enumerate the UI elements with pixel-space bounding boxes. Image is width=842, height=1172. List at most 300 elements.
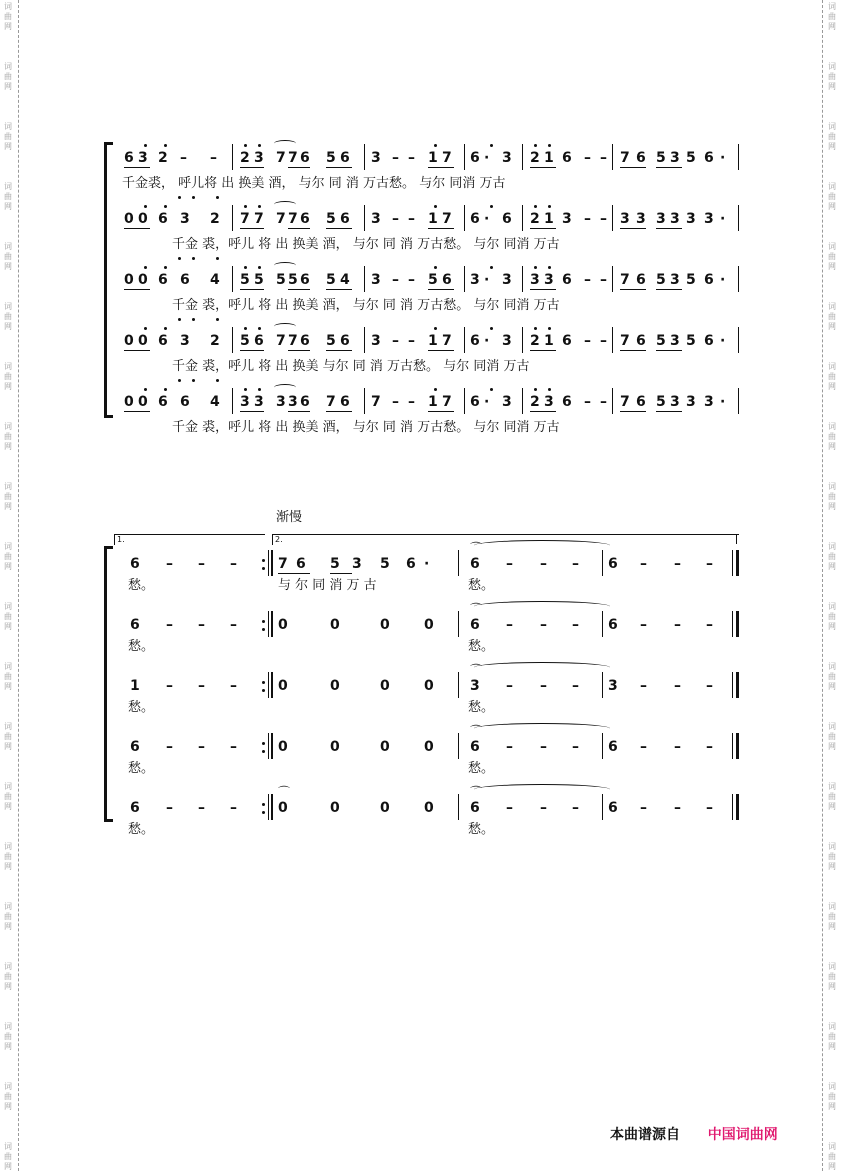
jianpu-note: –: [540, 739, 547, 755]
watermark-stamp: 词 曲 网: [4, 122, 12, 151]
jianpu-note: 3: [240, 394, 250, 410]
octave-dot-high: [258, 388, 261, 391]
jianpu-note: 6: [608, 739, 618, 755]
system-1-bracket: [104, 142, 107, 418]
octave-dot-high: [548, 388, 551, 391]
jianpu-note: 6: [300, 394, 310, 410]
jianpu-note: 3: [530, 272, 540, 288]
eighth-beam: [124, 289, 150, 290]
jianpu-note: –: [706, 556, 713, 572]
watermark-stamp: 词 曲 网: [828, 962, 836, 991]
jianpu-note: ·: [484, 150, 490, 166]
jianpu-note: –: [706, 800, 713, 816]
final-barline-thin: [732, 611, 733, 637]
jianpu-note: 1: [428, 211, 438, 227]
jianpu-note: 0: [124, 272, 134, 288]
octave-dot-high: [258, 144, 261, 147]
eighth-beam: [124, 350, 150, 351]
jianpu-note: –: [706, 678, 713, 694]
jianpu-note: ·: [720, 394, 726, 410]
jianpu-note: 6: [608, 556, 618, 572]
watermark-stamp: 词 曲 网: [828, 1142, 836, 1171]
watermark-stamp: 词 曲 网: [4, 2, 12, 31]
octave-dot-high: [534, 327, 537, 330]
jianpu-note: 3: [470, 678, 480, 694]
eighth-beam: [530, 289, 556, 290]
jianpu-note: 3: [704, 211, 714, 227]
barline: [602, 672, 603, 698]
barline: [738, 144, 739, 170]
repeat-barline-thick: [271, 794, 273, 820]
watermark-stamp: 词 曲 网: [4, 482, 12, 511]
jianpu-note: –: [572, 678, 579, 694]
jianpu-note: 0: [330, 800, 340, 816]
lyric-line: 愁。: [468, 700, 495, 715]
repeat-dot: [262, 750, 265, 753]
jianpu-note: –: [640, 739, 647, 755]
jianpu-note: 6: [636, 272, 646, 288]
jianpu-note: 5: [656, 394, 666, 410]
barline: [232, 144, 233, 170]
jianpu-note: 1: [428, 394, 438, 410]
eighth-beam: [428, 167, 454, 168]
jianpu-note: 3: [276, 394, 286, 410]
repeat-dot: [262, 620, 265, 623]
jianpu-note: 0: [330, 739, 340, 755]
jianpu-note: 6: [608, 617, 618, 633]
jianpu-note: –: [198, 739, 205, 755]
watermark-stamp: 词 曲 网: [828, 602, 836, 631]
jianpu-note: 3: [502, 333, 512, 349]
jianpu-note: 3: [288, 394, 298, 410]
barline: [458, 733, 459, 759]
jianpu-note: 3: [670, 211, 680, 227]
barline: [458, 672, 459, 698]
barline: [464, 327, 465, 353]
fermata: ⌒: [470, 724, 483, 738]
octave-dot-high: [216, 318, 219, 321]
jianpu-note: 5: [656, 272, 666, 288]
jianpu-note: 2: [530, 333, 540, 349]
jianpu-note: –: [198, 556, 205, 572]
tie: [474, 601, 610, 612]
eighth-beam: [620, 411, 646, 412]
jianpu-note: 6: [470, 739, 480, 755]
tie: [474, 540, 610, 551]
barline: [464, 266, 465, 292]
jianpu-note: –: [230, 617, 237, 633]
jianpu-note: 6: [300, 150, 310, 166]
slur: [274, 140, 296, 147]
jianpu-note: –: [392, 272, 399, 288]
jianpu-note: –: [640, 617, 647, 633]
jianpu-note: 6: [704, 333, 714, 349]
source-credit: [610, 1124, 778, 1144]
jianpu-note: –: [584, 211, 591, 227]
jianpu-note: 7: [442, 150, 452, 166]
jianpu-note: ·: [424, 556, 430, 572]
octave-dot-high: [164, 205, 167, 208]
lyric-line: 与 尔 同 消 万 古: [278, 578, 377, 593]
jianpu-note: 5: [326, 150, 336, 166]
lyric-line: 愁。: [128, 761, 155, 776]
octave-dot-high: [164, 388, 167, 391]
octave-dot-high: [534, 205, 537, 208]
octave-dot-high: [490, 266, 493, 269]
jianpu-note: 7: [442, 394, 452, 410]
watermark-stamp: 词 曲 网: [4, 1082, 12, 1111]
watermark-stamp: 词 曲 网: [828, 1082, 836, 1111]
jianpu-note: 3: [502, 394, 512, 410]
repeat-barline-thick: [271, 550, 273, 576]
octave-dot-high: [490, 144, 493, 147]
jianpu-note: –: [640, 800, 647, 816]
jianpu-note: 6: [124, 150, 134, 166]
eighth-beam: [428, 289, 454, 290]
octave-dot-high: [192, 257, 195, 260]
page-border-left: [18, 0, 19, 1171]
repeat-dot: [262, 559, 265, 562]
jianpu-note: 0: [124, 333, 134, 349]
lyric-line: 千金 裘，呼儿 将 出 换美 酒， 与尔 同 消 万古愁。 与尔 同消 万古: [172, 298, 560, 313]
jianpu-note: 5: [240, 333, 250, 349]
jianpu-note: –: [540, 678, 547, 694]
jianpu-note: 5: [326, 272, 336, 288]
barline: [612, 327, 613, 353]
watermark-stamp: 词 曲 网: [828, 662, 836, 691]
watermark-stamp: 词 曲 网: [828, 722, 836, 751]
jianpu-note: –: [706, 739, 713, 755]
jianpu-note: –: [230, 556, 237, 572]
jianpu-note: 0: [138, 272, 148, 288]
jianpu-note: 5: [276, 272, 286, 288]
jianpu-note: 3: [138, 150, 148, 166]
jianpu-note: 0: [330, 678, 340, 694]
octave-dot-high: [144, 205, 147, 208]
eighth-beam: [240, 350, 264, 351]
jianpu-note: –: [600, 150, 607, 166]
final-barline-thick: [736, 550, 739, 576]
jianpu-note: 3: [254, 394, 264, 410]
octave-dot-high: [534, 388, 537, 391]
watermark-stamp: 词 曲 网: [828, 2, 836, 31]
barline: [522, 205, 523, 231]
jianpu-note: –: [572, 617, 579, 633]
jianpu-note: 6: [406, 556, 416, 572]
jianpu-note: 3: [371, 272, 381, 288]
octave-dot-high: [178, 379, 181, 382]
barline: [364, 388, 365, 414]
octave-dot-high: [490, 327, 493, 330]
octave-dot-high: [434, 205, 437, 208]
jianpu-note: 4: [210, 272, 220, 288]
jianpu-note: 6: [470, 394, 480, 410]
watermark-stamp: 词 曲 网: [4, 1142, 12, 1171]
volta-first-label: 1.: [117, 535, 125, 544]
jianpu-note: 7: [371, 394, 381, 410]
jianpu-note: –: [540, 800, 547, 816]
eighth-beam: [428, 350, 454, 351]
watermark-stamp: 词 曲 网: [4, 902, 12, 931]
fermata: ⌒: [470, 541, 483, 555]
eighth-beam: [288, 167, 310, 168]
jianpu-note: –: [230, 800, 237, 816]
jianpu-note: 6: [130, 617, 140, 633]
repeat-barline-thin: [268, 794, 269, 820]
jianpu-note: –: [198, 678, 205, 694]
jianpu-note: 2: [158, 150, 168, 166]
jianpu-note: 0: [424, 678, 434, 694]
watermark-stamp: 词 曲 网: [4, 302, 12, 331]
jianpu-note: –: [572, 739, 579, 755]
lyric-line: 愁。: [128, 700, 155, 715]
final-barline-thin: [732, 550, 733, 576]
octave-dot-high: [164, 266, 167, 269]
jianpu-note: 7: [254, 211, 264, 227]
jianpu-note: –: [166, 617, 173, 633]
eighth-beam: [620, 228, 646, 229]
jianpu-note: 7: [620, 272, 630, 288]
octave-dot-high: [144, 388, 147, 391]
jianpu-note: –: [674, 556, 681, 572]
octave-dot-high: [258, 205, 261, 208]
watermark-stamp: 词 曲 网: [4, 662, 12, 691]
jianpu-note: 7: [442, 211, 452, 227]
jianpu-note: 3: [180, 211, 190, 227]
barline: [612, 144, 613, 170]
octave-dot-high: [258, 266, 261, 269]
jianpu-note: 5: [428, 272, 438, 288]
jianpu-note: ·: [484, 394, 490, 410]
barline: [522, 266, 523, 292]
barline: [738, 388, 739, 414]
watermark-stamp: 词 曲 网: [4, 842, 12, 871]
jianpu-note: 3: [562, 211, 572, 227]
jianpu-note: –: [166, 800, 173, 816]
fermata: ⌒: [470, 602, 483, 616]
eighth-beam: [656, 411, 682, 412]
watermark-stamp: 词 曲 网: [828, 902, 836, 931]
lyric-line: 愁。: [468, 822, 495, 837]
octave-dot-high: [434, 266, 437, 269]
jianpu-note: 0: [124, 211, 134, 227]
barline: [602, 611, 603, 637]
eighth-beam: [656, 228, 682, 229]
octave-dot-high: [534, 266, 537, 269]
jianpu-note: –: [674, 678, 681, 694]
jianpu-note: –: [506, 556, 513, 572]
repeat-barline-thin: [268, 733, 269, 759]
jianpu-note: –: [584, 272, 591, 288]
jianpu-note: 7: [620, 150, 630, 166]
barline: [458, 611, 459, 637]
barline: [464, 205, 465, 231]
octave-dot-high: [192, 318, 195, 321]
jianpu-note: 6: [180, 272, 190, 288]
jianpu-note: ·: [484, 333, 490, 349]
jianpu-note: 7: [620, 394, 630, 410]
jianpu-note: 6: [470, 617, 480, 633]
eighth-beam: [620, 167, 646, 168]
volta-end-hook: [736, 534, 737, 544]
jianpu-note: 6: [340, 333, 350, 349]
barline: [738, 266, 739, 292]
octave-dot-high: [490, 388, 493, 391]
jianpu-note: 5: [254, 272, 264, 288]
lyric-line: 愁。: [468, 639, 495, 654]
jianpu-note: 6: [636, 150, 646, 166]
repeat-dot: [262, 628, 265, 631]
watermark-stamp: 词 曲 网: [828, 842, 836, 871]
jianpu-note: ·: [720, 211, 726, 227]
eighth-beam: [326, 167, 352, 168]
jianpu-note: 6: [130, 800, 140, 816]
jianpu-note: 6: [636, 333, 646, 349]
jianpu-note: –: [640, 678, 647, 694]
eighth-beam: [530, 167, 556, 168]
eighth-beam: [428, 228, 454, 229]
jianpu-note: 0: [278, 739, 288, 755]
jianpu-note: 0: [278, 678, 288, 694]
jianpu-note: –: [408, 211, 415, 227]
jianpu-note: 6: [470, 211, 480, 227]
barline: [522, 327, 523, 353]
eighth-beam: [656, 289, 682, 290]
jianpu-note: 6: [636, 394, 646, 410]
jianpu-note: 2: [210, 211, 220, 227]
watermark-stamp: 词 曲 网: [828, 182, 836, 211]
jianpu-note: 0: [138, 211, 148, 227]
jianpu-note: –: [506, 617, 513, 633]
jianpu-note: 1: [428, 150, 438, 166]
octave-dot-high: [434, 327, 437, 330]
barline: [458, 550, 459, 576]
octave-dot-high: [490, 205, 493, 208]
jianpu-note: –: [408, 394, 415, 410]
eighth-beam: [240, 167, 264, 168]
jianpu-note: 6: [340, 394, 350, 410]
eighth-beam: [620, 289, 646, 290]
jianpu-note: 4: [340, 272, 350, 288]
octave-dot-high: [434, 388, 437, 391]
jianpu-note: –: [392, 394, 399, 410]
jianpu-note: 1: [544, 211, 554, 227]
jianpu-note: 3: [502, 150, 512, 166]
jianpu-note: 6: [704, 272, 714, 288]
jianpu-note: 6: [254, 333, 264, 349]
slur: [274, 323, 296, 330]
watermark-stamp: 词 曲 网: [4, 602, 12, 631]
barline: [738, 205, 739, 231]
eighth-beam: [240, 289, 264, 290]
watermark-stamp: 词 曲 网: [4, 722, 12, 751]
jianpu-note: 6: [502, 211, 512, 227]
jianpu-note: 5: [330, 556, 340, 572]
jianpu-note: 6: [158, 333, 168, 349]
volta-second-label: 2.: [275, 535, 283, 544]
barline: [364, 327, 365, 353]
jianpu-note: 7: [276, 333, 286, 349]
octave-dot-high: [244, 327, 247, 330]
repeat-barline-thin: [268, 550, 269, 576]
jianpu-note: 3: [371, 150, 381, 166]
jianpu-note: –: [230, 739, 237, 755]
jianpu-note: 3: [502, 272, 512, 288]
jianpu-note: 5: [686, 333, 696, 349]
credit-label: 本曲谱源自: [610, 1127, 680, 1143]
jianpu-note: 5: [326, 211, 336, 227]
barline: [612, 266, 613, 292]
jianpu-note: –: [600, 211, 607, 227]
repeat-dot: [262, 681, 265, 684]
credit-site-name[interactable]: 中国词曲网: [707, 1127, 778, 1143]
octave-dot-high: [244, 388, 247, 391]
page-border-right: [822, 0, 823, 1171]
repeat-dot: [262, 803, 265, 806]
eighth-beam: [656, 350, 682, 351]
jianpu-note: 7: [276, 150, 286, 166]
jianpu-note: 6: [158, 394, 168, 410]
barline: [458, 794, 459, 820]
repeat-barline-thick: [271, 733, 273, 759]
final-barline-thick: [736, 733, 739, 759]
eighth-beam: [288, 411, 310, 412]
jianpu-note: 0: [124, 394, 134, 410]
barline: [364, 205, 365, 231]
final-barline-thick: [736, 794, 739, 820]
jianpu-note: 6: [340, 150, 350, 166]
jianpu-note: 3: [544, 272, 554, 288]
system-2-staff-row: [0, 0, 842, 64]
jianpu-note: 6: [340, 211, 350, 227]
final-barline-thin: [732, 733, 733, 759]
barline: [232, 388, 233, 414]
eighth-beam: [656, 167, 682, 168]
octave-dot-high: [164, 144, 167, 147]
jianpu-note: –: [584, 150, 591, 166]
lyric-line: 愁。: [128, 578, 155, 593]
jianpu-note: 2: [240, 150, 250, 166]
lyric-line: 愁。: [128, 639, 155, 654]
eighth-beam: [240, 411, 264, 412]
jianpu-note: 3: [544, 394, 554, 410]
barline: [522, 388, 523, 414]
jianpu-note: 6: [158, 272, 168, 288]
watermark-stamp: 词 曲 网: [828, 422, 836, 451]
barline: [232, 266, 233, 292]
fermata: ⌒: [278, 785, 291, 799]
jianpu-note: –: [600, 394, 607, 410]
jianpu-note: 6: [158, 211, 168, 227]
repeat-barline-thin: [268, 672, 269, 698]
jianpu-note: 6: [470, 800, 480, 816]
barline: [602, 733, 603, 759]
jianpu-note: 5: [380, 556, 390, 572]
octave-dot-high: [244, 266, 247, 269]
jianpu-note: 6: [130, 556, 140, 572]
watermark-stamp: 词 曲 网: [828, 362, 836, 391]
jianpu-note: 0: [380, 617, 390, 633]
jianpu-note: 3: [371, 333, 381, 349]
jianpu-note: 1: [428, 333, 438, 349]
jianpu-note: 0: [380, 800, 390, 816]
jianpu-note: 7: [288, 333, 298, 349]
jianpu-note: –: [572, 556, 579, 572]
jianpu-note: 6: [562, 272, 572, 288]
jianpu-note: 3: [470, 272, 480, 288]
jianpu-note: 5: [656, 333, 666, 349]
jianpu-note: –: [506, 678, 513, 694]
